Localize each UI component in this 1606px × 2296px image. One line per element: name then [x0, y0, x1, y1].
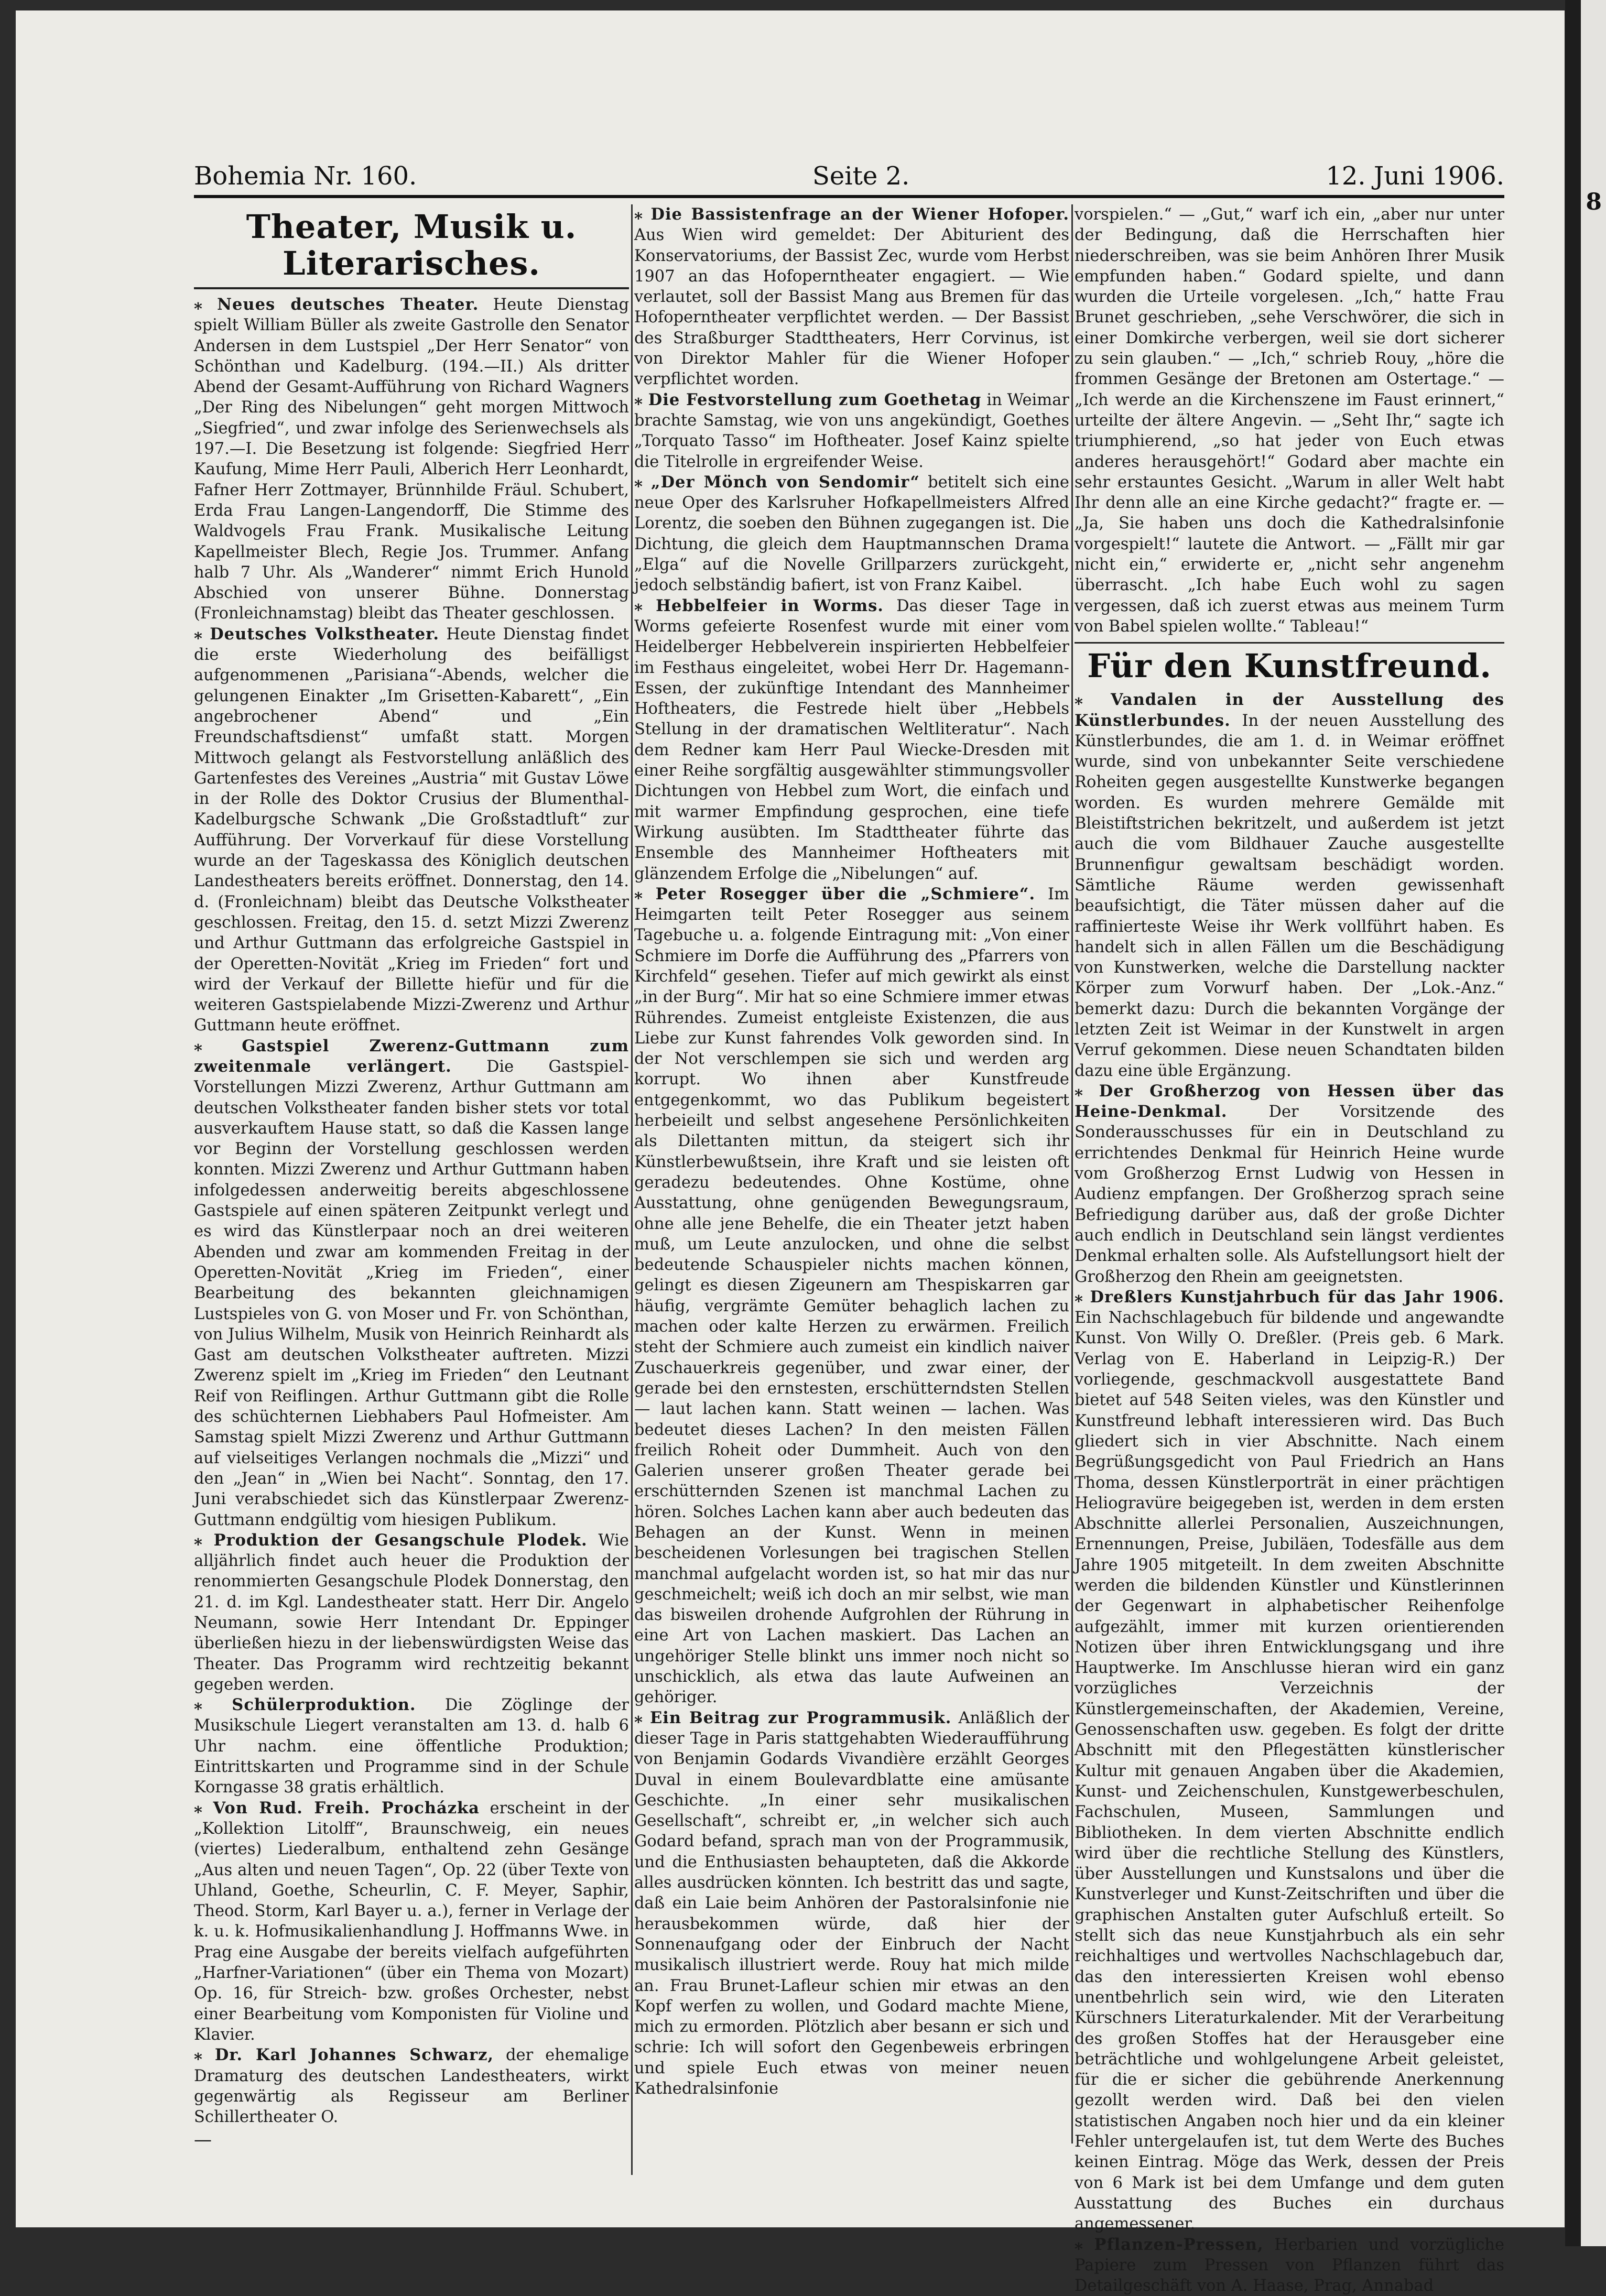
article-text: Die Zöglinge der Musikschule Liegert veranstalten am 13. d. halb 6 Uhr nachm. eine öffentliche Produktion; Eintrittskarten und Programme sind in der Schule Korngasse 38 gratis erhältlich. — [194, 1696, 629, 1797]
article-heading: Gastspiel Zwerenz-Guttmann zum zweitenmale verlängert. — [194, 1037, 629, 1076]
article — [634, 1708, 1069, 2099]
article-text: vorspielen.“ — „Gut,“ warf ich ein, „aber nur unter der Bedingung, daß die Herrschaften hier niederschreiben, was sie beim Anhören Ihrer Musik empfunden haben.“ Godard spielte, und dann wurden die Urteile vorgelesen. „Ich,“ hatte Frau Brunet geschrieben, „sehe Verschwörer, die sich in einer Domkirche verbergen, weil sie dort sicherer zu sein glauben.“ — „Ich,“ schrieb Rouy, „höre die frommen Gesänge der Bretonen am Ostertage.“ — „Ich werde an die Kirchenszene im Faust erinnert,“ urteilte der ältere Angevin. — „Seht Ihr,“ sagte ich triumphierend, „so hat jeder von Euch etwas anderes herausgehört!“ Godard aber machte ein sehr erstauntes Gesicht. „Warum in aller Welt habt Ihr denn alle an eine Kirche gedacht?“ fragte er. — „Ja, Sie haben uns doch die Kathedralsinfonie vorgespielt!“ lautete die Antwort. — „Fällt mir gar nicht ein,“ erwiderte er, „nicht sehr angenehm überrascht. „Ich habe Euch wohl zu sagen vergessen, daß ich zuerst etwas aus meinem Turm von Babel spielen wollte.“ Tableau!“ — [1075, 205, 1504, 636]
article — [634, 884, 1069, 1708]
article-text: Das dieser Tage in Worms gefeierte Rosenfest wurde mit einer vom Heidelberger Hebbelverein inspirierten Hebbelfeier im Festhaus eingeleitet, wobei Herr Dr. Hagemann-Essen, der zukünftige Intendant des Mannheimer Hoftheaters, die Festrede hielt über „Hebbels Stellung in der dramatischen Weltliteratur“. Nach dem Redner kam Herr Paul Wiecke-Dresden mit einer Reihe sorgfältig ausgewählter stimmungsvoller Dichtungen von Hebbel zum Wort, die einfach und mit warmer Empfindung gesprochen, eine tiefe Wirkung ausübten. Im Stadttheater führte das Ensemble des Mannheimer Hoftheaters mit glänzendem Erfolge die „Nibelungen“ auf. — [634, 597, 1069, 883]
section-title: Für den Kunstfreund. — [1075, 648, 1504, 684]
article-text: Wie alljährlich findet auch heuer die Produktion der renommierten Gesangschule Plodek Donnerstag, den 21. d. im Kgl. Landestheater statt. Herr Dir. Angelo Neumann, sowie Herr Intendant Dr. Eppinger überließen hiezu in der liebenswürdigsten Weise das Theater. Das Programm wird rechtzeitig bekannt gegeben werden. — [194, 1531, 629, 1694]
article — [194, 2045, 629, 2127]
article — [194, 1036, 629, 1530]
article-heading: Deutsches Volkstheater. — [210, 625, 439, 644]
column-divider — [631, 204, 633, 2175]
article-heading: Von Rud. Freih. Procházka — [213, 1799, 479, 1818]
article-heading: Vandalen in der Ausstellung des Künstlerbundes. — [1075, 690, 1504, 730]
header-rule — [194, 195, 1504, 198]
masthead-issue: Bohemia Nr. 160. — [194, 161, 417, 191]
article-bullet: ⁎ — [194, 1037, 242, 1055]
article-bullet: ⁎ — [194, 295, 217, 314]
article — [194, 1798, 629, 2045]
article-text: Im Heimgarten teilt Peter Rosegger aus seinem Tagebuche u. a. folgende Eintragung mit: „Von einer Schmiere im Dorfe die Aufführung des „Pfarrers von Kirchfeld“ gesehen. Tiefer auf mich gewirkt als einst „in der Burg“. Mir hat so eine Schmiere immer etwas Rührendes. Zumeist entgleiste Existenzen, die aus Liebe zur Kunst fahrendes Volk geworden sind. In der Not verschlempen sie sich und werden arg korrupt. Wo ihnen aber Kunstfreude entgegenkommt, wo das Publikum begeistert herbeieilt und selbst angesehene Persönlichkeiten als Dilettanten mittun, da steigert sich ihr Künstlerbewußtsein, ihre Kraft und sie leisten oft geradezu bedeutendes. Ohne Kostüme, ohne Ausstattung, ohne genügenden Bewegungsraum, ohne alle jene Behelfe, die ein Theater jetzt haben muß, um Leute anzulocken, und ohne die selbst bedeutende Schauspieler nichts machen können, gelingt es diesen Zigeunern am Thespiskarren gar häufig, vergrämte Gemüter behaglich lachen zu machen oder kalte Herzen zu erwärmen. Freilich steht der Schmiere auch zumeist ein kindlich naiver Zuschauerkreis gegenüber, und zwar einer, der gerade bei den ernstesten, erschütterndsten Stellen — laut lachen kann. Statt weinen — lachen. Was bedeutet dieses Lachen? In den meisten Fällen freilich Roheit oder Dummheit. Auch von den Galerien unserer großen Theater gerade bei erschütternden Szenen ist manchmal Lachen zu hören. Solches Lachen kann aber auch bedeuten das Behagen an der Kunst. Wenn in meinen bescheidenen Vorlesungen bei tragischen Stellen manchmal aufgelacht worden ist, so hat mir das nur geschmeichelt; weiß ich doch an mir selbst, wie man das bisweilen drohende Aufgrohlen der Rührung in eine Art von Lachen maskiert. Das Lachen an ungehöriger Stelle blinkt uns immer noch nicht so unschicklich, als etwa das laute Aufweinen an gehöriger. — [634, 885, 1069, 1707]
article — [194, 624, 629, 1036]
article-heading: Ein Beitrag zur Programmusik. — [650, 1709, 951, 1727]
article-list — [194, 295, 629, 2127]
article-text: betitelt sich eine neue Oper des Karlsruher Hofkapellmeisters Alfred Lorentz, die soeben den Bühnen zugegangen ist. Die Dichtung, die gleich dem Hauptmannschen Drama „Elga“ auf die Novelle Grillparzers zurückgeht, jedoch selbständig bafiert, ist von Franz Kaibel. — [634, 473, 1069, 594]
article-text: Anläßlich der dieser Tage in Paris stattgehabten Wiederaufführung von Benjamin Godards Vivandière erzählt Georges Duval in einem Boulevardblatte eine amüsante Geschichte. „In einer sehr musikalischen Gesellschaft“, schreibt er, „in welcher sich auch Godard befand, sprach man von der Programmusik, und die Enthusiasten behaupteten, daß die Akkorde alles ausdrücken könnten. Ich bestritt das und sagte, daß ein Laie beim Anhören der Pastoralsinfonie nie herausbekommen würde, daß hier der Sonnenaufgang oder der Einbruch der Nacht musikalisch illustriert werde. Rouy hat mich milde an. Frau Brunet-Lafleur schien mir etwas an den Kopf werfen zu wollen, und Godard machte Miene, mich zu ermorden. Plötzlich aber besann er sich und schrie: Ich will sofort den Gegenbeweis erbringen und spiele Euch etwas von meiner neuen Kathedralsinfonie — [634, 1709, 1069, 2098]
column-2 — [634, 204, 1069, 2154]
article-bullet: ⁎ — [194, 1695, 232, 1714]
article-heading: Der Großherzog von Hessen über das Heine-Denkmal. — [1075, 1082, 1504, 1121]
article-bullet: ⁎ — [1075, 690, 1111, 709]
article-text: Heute Dienstag spielt William Büller als zweite Gastrolle den Senator Andersen in dem Lustspiel „Der Herr Senator“ von Schönthan und Kadelburg. (194.—II.) Als dritter Abend der Gesamt-Aufführung von Richard Wagners „Der Ring des Nibelungen“ geht morgen Mittwoch „Siegfried“, und zwar infolge des Serienwechsels als 197.—I. Die Besetzung ist folgende: Siegfried Herr Kaufung, Mime Herr Pauli, Alberich Herr Leonhardt, Fafner Herr Zottmayer, Brünnhilde Fräul. Schubert, Erda Frau Langen-Langendorff, Die Stimme des Waldvogels Frau Frank. Musikalische Leitung Kapellmeister Blech, Regie Jos. Trummer. Anfang halb 7 Uhr. Als „Wanderer“ nimmt Erich Hunold Abschied von unserer Bühne. Donnerstag (Fronleichnamstag) bleibt das Theater geschlossen. — [194, 296, 629, 623]
issue-date: 12. Juni 1906. — [1326, 161, 1504, 191]
article-bullet: ⁎ — [194, 1799, 213, 1818]
column-1 — [194, 204, 629, 2180]
article-heading: Dr. Karl Johannes Schwarz, — [215, 2045, 494, 2064]
article-heading: Schülerproduktion. — [232, 1695, 416, 1714]
article — [194, 1695, 629, 1798]
article-bullet: ⁎ — [634, 885, 656, 904]
article — [634, 596, 1069, 884]
article-bullet: ⁎ — [194, 2045, 215, 2064]
section-title: Theater, Musik u. Literarisches. — [194, 209, 629, 282]
article-heading: Dreßlers Kunstjahrbuch für das Jahr 1906. — [1090, 1288, 1504, 1307]
article — [1075, 204, 1504, 637]
article — [1075, 1081, 1504, 1287]
article-heading: Die Festvorstellung zum Goethetag — [648, 390, 982, 409]
page-number: Seite 2. — [812, 161, 909, 191]
article-list — [1075, 690, 1504, 2296]
section-rule — [194, 287, 629, 289]
article-bullet: ⁎ — [194, 625, 210, 644]
article-text: Ein Nachschlagebuch für bildende und angewandte Kunst. Von Willy O. Dreßler. (Preis geb. 6 Mark. Verlag von E. Haberland in Leipzig-R.) Der vorliegende, geschmackvoll ausgestattete Band bietet auf 548 Seiten vieles, was den Künstler und Kunstfreund lebhaft interessieren wird. Das Buch gliedert sich in vier Abschnitte. Nach einem Begrüßungsgedicht von Paul Friedrich an Hans Thoma, dessen Künstlerporträt in einer prächtigen Heliogravüre beigegeben ist, werden in dem ersten Abschnitte allerlei Personalien, Auszeichnungen, Ernennungen, Preise, Jubiläen, Todesfälle aus dem Jahre 1905 mitgeteilt. In dem zweiten Abschnitte werden die bildenden Künstler und Künstlerinnen der Gegenwart in alphabetischer Reihenfolge aufgezählt, immer mit kurzen orientierenden Notizen über ihren Entwicklungsgang und ihre Hauptwerke. Im Anschlusse hieran wird ein ganz vorzügliches Verzeichnis der Künstlergemeinschaften, der Akademien, Vereine, Genossenschaften usw. gegeben. Es folgt der dritte Abschnitt mit den Pflegestätten künstlerischer Kultur mit genauen Angaben über die Akademien, Kunst- und Zeichenschulen, Kunstgewerbeschulen, Fachschulen, Museen, Sammlungen und Bibliotheken. In dem vierten Abschnitte endlich wird über die rechtliche Stellung des Künstlers, über Ausstellungen und Kunstsalons und über die Kunstverleger und Kunst-Zeitschriften und über die graphischen Anstalten guter Aufschluß erteilt. So stellt sich das neue Kunstjahrbuch als ein sehr reichhaltiges und wertvolles Nachschlagebuch dar, das den interessierten Kreisen wohl ebenso unentbehrlich sein wird, wie den Literaten Kürschners Literaturkalender. Mit der Verarbeitung des großen Stoffes hat der Herausgeber eine beträchtliche und wohlgelungene Arbeit geleistet, für die er sicher die gebührende Anerkennung gezollt werden wird. Daß bei den vielen statistischen Angaben noch hier und da ein kleiner Fehler untergelaufen ist, tut dem Werte des Buches keinen Eintrag. Möge das Werk, dessen der Preis von 6 Mark ist bei dem Umfange und dem guten Ausstattung des Buches ein durchaus angemessener. — [1075, 1309, 1504, 2233]
footer-mark: — — [194, 2129, 629, 2150]
article-text: Die Gastspiel-Vorstellungen Mizzi Zwerenz, Arthur Guttmann am deutschen Volkstheater fanden bisher stets vor total ausverkauftem Hause statt, so daß die Kassen lange vor Beginn der Vorstellung geschlossen werden konnten. Mizzi Zwerenz und Arthur Guttmann haben infolgedessen anderweitig bereits abgeschlossene Gastspiele auf einen späteren Zeitpunkt verlegt und es wird das Künstlerpaar noch an drei weiteren Abenden und zwar am kommenden Freitag in der Operetten-Novität „Krieg im Frieden“, einer Bearbeitung des bekannten gleichnamigen Lustspieles von G. von Moser und Fr. von Schönthan, von Julius Wilhelm, Musik von Heinrich Reinhardt als Gast am deutschen Volkstheater auftreten. Mizzi Zwerenz spielt im „Krieg im Frieden“ den Leutnant Reif von Reiflingen. Arthur Guttmann gibt die Rolle des schüchternen Liebhabers Paul Hofmeister. Am Samstag spielt Mizzi Zwerenz und Arthur Guttmann auf vielseitiges Verlangen nochmals die „Mizzi“ und den „Jean“ in „Wien bei Nacht“. Sonntag, den 17. Juni verabschiedet sich das Künstlerpaar Zwerenz-Guttmann endgültig vom hiesigen Publikum. — [194, 1058, 629, 1529]
article-heading: Die Bassistenfrage an der Wiener Hofoper. — [651, 205, 1070, 224]
article-text: Herbarien und vorzügliche Papiere zum Pressen von Pflanzen führt das Detailgeschäft von A. Haase, Prag, Annabad — [1075, 2236, 1504, 2295]
article-bullet: ⁎ — [1075, 1082, 1099, 1101]
article — [634, 204, 1069, 390]
article — [194, 295, 629, 624]
article — [1075, 1287, 1504, 2235]
article-text: der ehemalige Dramaturg des deutschen Landestheaters, wirkt gegenwärtig als Regisseur am Berliner Schillertheater O. — [194, 2046, 629, 2126]
article-text: Heute Dienstag findet die erste Wiederholung des beifälligst aufgenommenen „Parisiana“-Abends, welcher die gelungenen Einakter „Im Grisetten-Kabarett“, „Ein angebrochener Abend“ und „Ein Freundschaftsdienst“ umfaßt statt. Morgen Mittwoch gelangt als Festvorstellung anläßlich des Gartenfestes des Vereines „Austria“ mit Gustav Löwe in der Rolle des Doktor Crusius der Blumenthal-Kadelburgsche Schwank „Die Großstadtluft“ zur Aufführung. Der Vorverkauf für diese Vorstellung wurde an der Tageskassa des Königlich deutschen Landestheaters bereits eröffnet. Donnerstag, den 14. d. (Fronleichnam) bleibt das Deutsche Volkstheater geschlossen. Freitag, den 15. d. setzt Mizzi Zwerenz und Arthur Guttmann das erfolgreiche Gastspiel in der Operetten-Novität „Krieg im Frieden“ fort und wird der Verkauf der Billette hiefür und für die weiteren Gastspielabende Mizzi-Zwerenz und Arthur Guttmann heute eröffnet. — [194, 625, 629, 1035]
article-heading: Neues deutsches Theater. — [217, 295, 479, 314]
edge-glyph: 8 — [1586, 189, 1602, 215]
article — [634, 472, 1069, 596]
article-text: in Weimar brachte Samstag, wie von uns angekündigt, Goethes „Torquato Tasso“ im Hoftheater. Josef Kainz spielte die Titelrolle in ergreifender Weise. — [634, 391, 1069, 471]
article-bullet: ⁎ — [634, 390, 648, 409]
column-divider — [1071, 204, 1073, 2143]
column-3 — [1075, 204, 1504, 2123]
article — [194, 1530, 629, 1695]
article-heading: Produktion der Gesangschule Plodek. — [214, 1531, 588, 1550]
article — [1075, 2235, 1504, 2296]
article-heading: Peter Rosegger über die „Schmiere“. — [656, 885, 1035, 904]
article-text: erscheint in der „Kollektion Litolff“, Braunschweig, ein neues (viertes) Liederalbum, enthaltend zehn Gesänge „Aus alten und neuen Tagen“, Op. 22 (über Texte von Uhland, Goethe, Scheurlin, C. F. Meyer, Saphir, Theod. Storm, Karl Bayer u. a.), ferner in Verlage der k. u. k. Hofmusikalienhandlung J. Hoffmanns Wwe. in Prag eine Ausgabe der bereits vielfach aufgeführten „Harfner-Variationen“ (über ein Thema von Mozart) Op. 16, für Streich- bzw. großes Orchester, nebst einer Bearbeitung vom Komponisten für Violine und Klavier. — [194, 1799, 629, 2044]
article-bullet: ⁎ — [634, 205, 651, 224]
newspaper-page — [16, 10, 1565, 2227]
article-heading: Pflanzen-Pressen, — [1094, 2235, 1264, 2254]
article — [634, 390, 1069, 472]
article-text: In der neuen Ausstellung des Künstlerbundes, die am 1. d. in Weimar eröffnet wurde, sind von unbekannter Seite verschiedene Roheiten gegen ausgestellte Kunstwerke begangen worden. Es wurden mehrere Gemälde mit Bleistiftstrichen bekritzelt, und außerdem ist jetzt auch die vom Bildhauer Zauche ausgestellte Brunnenfigur gewaltsam beschädigt worden. Sämtliche Räume werden gewissenhaft beaufsichtigt, die Täter müssen daher auf die raffinierteste Weise ihr Werk vollführt haben. Es handelt sich in allen Fällen um die Beschädigung von Kunstwerken, welche die Darstellung nackter Körper zum Vorwurf haben. Der „Lok.-Anz.“ bemerkt dazu: Durch die bekannten Vorgänge der letzten Zeit ist Weimar in der Kunstwelt in argen Verruf gekommen. Diese neuen Schandtaten bilden dazu eine üble Ergänzung. — [1075, 712, 1504, 1080]
article-bullet: ⁎ — [194, 1531, 214, 1550]
running-head — [194, 161, 1504, 198]
article-text: Der Vorsitzende des Sonderausschusses für ein in Deutschland zu errichtendes Denkmal für Heinrich Heine wurde vom Großherzog Ernst Ludwig von Hessen in Audienz empfangen. Der Großherzog sprach seine Befriedigung darüber aus, daß der große Dichter auch endlich in Deutschland sein längst verdientes Denkmal erhalten solle. Als Aufstellungsort hielt der Großherzog den Rhein am geeignetsten. — [1075, 1103, 1504, 1286]
article-heading: Hebbelfeier in Worms. — [656, 596, 884, 615]
article-list — [1075, 204, 1504, 637]
article-bullet: ⁎ — [634, 1709, 650, 1727]
article-bullet: ⁎ — [1075, 1288, 1090, 1307]
article-text: Aus Wien wird gemeldet: Der Abiturient des Konservatoriums, der Bassist Zec, wurde vom Herbst 1907 an das Hofoperntheater engagiert. — Wie verlautet, soll der Bassist Mang aus Bremen für das Hofoperntheater verpflichtet werden. — Der Bassist des Straßburger Stadttheaters, Herr Corvinus, ist von Direktor Mahler für die Wiener Hofoper verpflichtet worden. — [634, 226, 1069, 388]
article-list — [634, 204, 1069, 2099]
article-bullet: ⁎ — [1075, 2235, 1094, 2254]
article-heading: „Der Mönch von Sendomir“ — [651, 473, 920, 492]
adjacent-page-edge — [1581, 0, 1606, 2246]
article — [1075, 690, 1504, 1081]
article-bullet: ⁎ — [634, 596, 656, 615]
article-bullet: ⁎ — [634, 473, 651, 492]
section-rule — [1075, 642, 1504, 644]
